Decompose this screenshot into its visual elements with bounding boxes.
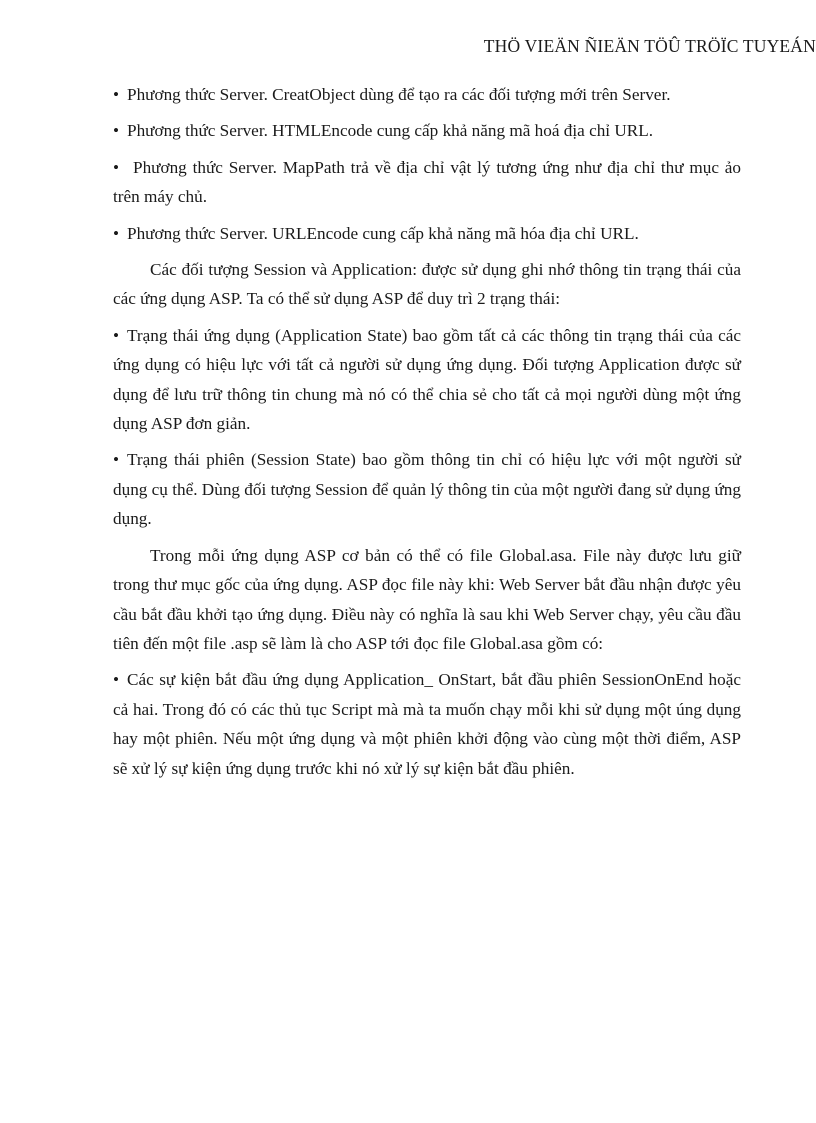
bullet-icon: • [113, 670, 120, 690]
list-item [113, 153, 741, 212]
list-item-text: Các sự kiện bắt đầu ứng dụng Application_ OnStart, bắt đầu phiên SessionOnEnd hoặc cả hai. Trong đó có các thủ tục Script mà mà ta muốn chạy mỗi khi sử dụng một úng dụng hay một phiên. Nếu một ứng dụng và một phiên khởi động vào cùng một thời điểm, ASP sẽ xử lý sự kiện ứng dụng trước khi nó xử lý sự kiện bắt đầu phiên. [113, 670, 741, 778]
bullet-icon: • [113, 157, 120, 177]
bullet-icon: • [113, 85, 120, 104]
paragraph: Các đối tượng Session và Application: được sử dụng ghi nhớ thông tin trạng thái của các ứng dụng ASP. Ta có thể sử dụng ASP để duy trì 2 trạng thái: [113, 260, 741, 309]
list-item-text: Phương thức Server. HTMLEncode cung cấp khả năng mã hoá địa chỉ URL. [127, 121, 654, 141]
bullet-icon: • [113, 223, 120, 243]
list-item-text: Phương thức Server. CreatObject dùng để tạo ra các đối tượng mới trên Server. [127, 85, 671, 104]
list-item [113, 445, 741, 533]
page-header: THÖ VIEÄN ÑIEÄN TÖÛ TRÖÏC TUYEÁN [483, 36, 816, 56]
document-body [113, 80, 741, 790]
list-item-text: Phương thức Server. MapPath trả về địa chỉ vật lý tương ứng như địa chỉ thư mục ảo trên máy chủ. [113, 157, 741, 207]
list-item [113, 116, 741, 145]
list-item-text: Trạng thái phiên (Session State) bao gồm thông tin chỉ có hiệu lực với một người sử dụng cụ thể. Dùng đối tượng Session để quản lý thông tin của một người đang sử dụng ứng dụng. [113, 450, 741, 529]
list-item [113, 80, 741, 109]
list-item [113, 665, 741, 783]
list-item-text: Trạng thái ứng dụng (Application State) bao gồm tất cả các thông tin trạng thái của các ứng dụng có hiệu lực với tất cả người sử dụng ứng dụng. Đối tượng Application được sử dụng để lưu trữ thông tin chung mà nó có thể chia sẻ cho tất cả mọi người dùng một ứng dụng ASP đơn giản. [113, 325, 741, 434]
bullet-icon: • [113, 325, 120, 345]
bullet-icon: • [113, 121, 120, 141]
list-item [113, 219, 741, 248]
bullet-icon: • [113, 450, 120, 470]
list-item [113, 321, 741, 439]
paragraph: Trong mỗi ứng dụng ASP cơ bản có thể có file Global.asa. File này được lưu giữ trong thư mục gốc của ứng dụng. ASP đọc file này khi: Web Server bắt đầu nhận được yêu cầu bắt đầu khởi tạo ứng dụng. Điều này có nghĩa là sau khi Web Server chạy, yêu cầu đầu tiên đến một file .asp sẽ làm là cho ASP tới đọc file Global.asa gồm có: [113, 545, 741, 653]
list-item-text: Phương thức Server. URLEncode cung cấp khả năng mã hóa địa chỉ URL. [127, 223, 639, 243]
